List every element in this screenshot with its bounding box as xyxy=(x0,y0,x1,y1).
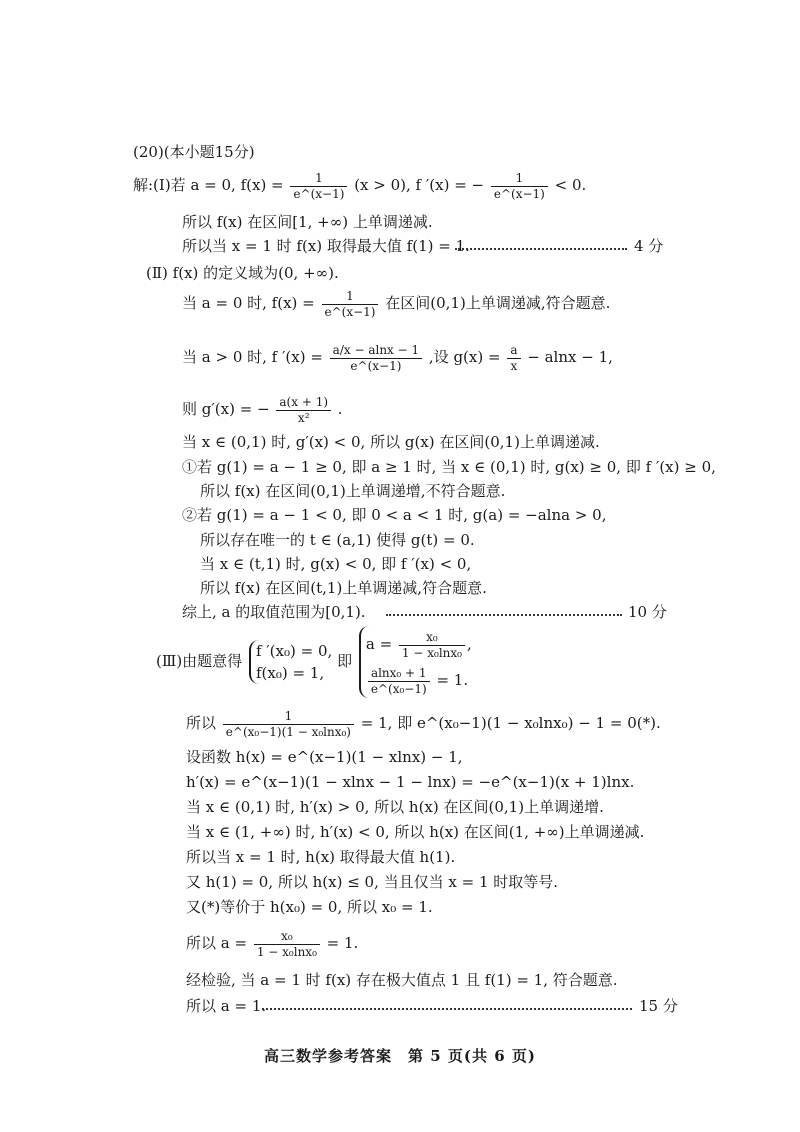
part2-line4-text-b: . xyxy=(337,400,343,418)
fraction-denominator: e^(x−1) xyxy=(324,304,376,319)
part2-fraction-gprime xyxy=(276,395,331,426)
part3-line12: 所以 a = 1. xyxy=(186,997,267,1015)
part3-line2 xyxy=(186,706,661,740)
fraction-numerator: x₀ xyxy=(254,929,320,945)
score-part1: 4 分 xyxy=(634,237,664,255)
part3-line9: 又(*)等价于 h(x₀) = 0, 所以 x₀ = 1. xyxy=(186,898,433,916)
score-leader-dots xyxy=(386,614,622,616)
part3-line1-text-b: 即 xyxy=(337,652,353,670)
part2-line9: 所以存在唯一的 t ∈ (a,1) 使得 g(t) = 0. xyxy=(200,531,475,549)
system2-fraction-b xyxy=(368,666,430,697)
part2-fraction-g xyxy=(507,343,520,374)
fraction-denominator: e^(x−1) xyxy=(350,358,402,373)
part1-line1-text-c: < 0. xyxy=(554,176,587,194)
part2-line1: (Ⅱ) f(x) 的定义域为(0, +∞). xyxy=(146,264,339,282)
system2-row1-text-a: a = xyxy=(365,635,393,653)
part2-fraction-f xyxy=(322,289,379,320)
fraction-numerator: x₀ xyxy=(399,630,465,646)
part3-line1-text-a: (Ⅲ)由题意得 xyxy=(156,652,243,670)
fraction-numerator: 1 xyxy=(322,289,379,305)
part2-line2-text-b: 在区间(0,1)上单调递减,符合题意. xyxy=(385,294,611,312)
part3-line10 xyxy=(186,925,358,961)
part3-line6: 当 x ∈ (1, +∞) 时, h′(x) < 0, 所以 h(x) 在区间(1, +∞)上单调递减. xyxy=(186,823,645,841)
part1-line3: 所以当 x = 1 时 f(x) 取得最大值 f(1) = 1. xyxy=(182,237,470,255)
part2-line2-text-a: 当 a = 0 时, f(x) = xyxy=(182,294,315,312)
system2-row1 xyxy=(366,626,472,662)
system2-fraction-a xyxy=(399,630,465,661)
fraction-denominator: e^(x₀−1) xyxy=(370,681,427,696)
part2-line4-text-a: 则 g′(x) = − xyxy=(182,400,270,418)
fraction-denominator: e^(x₀−1)(1 − x₀lnx₀) xyxy=(225,724,351,739)
system2-row1-text-b: , xyxy=(466,635,472,653)
part1-fraction-f xyxy=(290,171,347,202)
part3-line1 xyxy=(156,622,472,700)
part2-line3-text-c: − alnx − 1, xyxy=(527,348,613,366)
part2-line11: 所以 f(x) 在区间(t,1)上单调递减,符合题意. xyxy=(200,579,487,597)
part3-line8: 又 h(1) = 0, 所以 h(x) ≤ 0, 当且仅当 x = 1 时取等号. xyxy=(186,873,559,891)
part3-line2-text-a: 所以 xyxy=(186,714,217,732)
part2-line3-text-b: ,设 g(x) = xyxy=(428,348,501,366)
system1-row1: f ′(x₀) = 0, xyxy=(255,642,333,660)
fraction-denominator: e^(x−1) xyxy=(493,186,545,201)
part2-line3 xyxy=(182,337,613,377)
system2-row2-text-b: = 1. xyxy=(436,671,469,689)
part3-line4: h′(x) = e^(x−1)(1 − xlnx − 1 − lnx) = −e^(x−1)(x + 1)lnx. xyxy=(186,773,635,791)
part1-line1-text-b: (x > 0), f ′(x) = − xyxy=(354,176,485,194)
fraction-numerator: 1 xyxy=(223,709,354,725)
part2-line4 xyxy=(182,392,343,426)
fraction-numerator: 1 xyxy=(491,171,548,187)
system-of-equations-2 xyxy=(359,626,472,698)
part2-line5: 当 x ∈ (0,1) 时, g′(x) < 0, 所以 g(x) 在区间(0,1)上单调递减. xyxy=(182,433,600,451)
part3-line7: 所以当 x = 1 时, h(x) 取得最大值 h(1). xyxy=(186,848,456,866)
part1-line1-text-a: 解:(Ⅰ)若 a = 0, f(x) = xyxy=(133,176,284,194)
part1-line1 xyxy=(133,168,586,202)
part2-fraction-fprime xyxy=(330,343,422,374)
part2-line3-text-a: 当 a > 0 时, f ′(x) = xyxy=(182,348,323,366)
part3-line10-text-b: = 1. xyxy=(326,934,359,952)
score-leader-dots xyxy=(262,1008,632,1010)
fraction-numerator: alnx₀ + 1 xyxy=(368,666,430,682)
fraction-denominator: x xyxy=(510,358,518,373)
page-footer: 高三数学参考答案 第 5 页(共 6 页) xyxy=(264,1047,536,1065)
part2-line2 xyxy=(182,286,610,320)
part3-line3: 设函数 h(x) = e^(x−1)(1 − xlnx) − 1, xyxy=(186,748,463,766)
system1-row2: f(x₀) = 1, xyxy=(255,664,325,682)
score-part2: 10 分 xyxy=(628,603,667,621)
fraction-numerator: a(x + 1) xyxy=(276,395,331,411)
part2-line10: 当 x ∈ (t,1) 时, g(x) < 0, 即 f ′(x) < 0, xyxy=(200,555,472,573)
fraction-denominator: 1 − x₀lnx₀ xyxy=(401,645,462,660)
system2-row2 xyxy=(366,662,472,698)
part3-line2-text-b: = 1, 即 e^(x₀−1)(1 − x₀lnx₀) − 1 = 0(*). xyxy=(360,714,661,732)
problem-header: (20)(本小题15分) xyxy=(133,143,255,161)
part3-line5: 当 x ∈ (0,1) 时, h′(x) > 0, 所以 h(x) 在区间(0,1)上单调递增. xyxy=(186,798,604,816)
score-part3: 15 分 xyxy=(639,997,678,1015)
part3-line10-text-a: 所以 a = xyxy=(186,934,248,952)
part1-fraction-fprime xyxy=(491,171,548,202)
part3-line11: 经检验, 当 a = 1 时 f(x) 存在极大值点 1 且 f(1) = 1, 符合题意. xyxy=(186,971,618,989)
fraction-denominator: 1 − x₀lnx₀ xyxy=(256,944,317,959)
score-leader-dots xyxy=(455,248,627,250)
part2-line7: 所以 f(x) 在区间(0,1)上单调递增,不符合题意. xyxy=(200,482,506,500)
fraction-denominator: x² xyxy=(297,410,310,425)
part2-line8: ②若 g(1) = a − 1 < 0, 即 0 < a < 1 时, g(a) = −alna > 0, xyxy=(182,506,607,524)
fraction-numerator: a xyxy=(507,343,520,359)
part3-fraction-eq xyxy=(223,709,354,740)
part1-line2: 所以 f(x) 在区间[1, +∞) 上单调递减. xyxy=(182,213,433,231)
fraction-denominator: e^(x−1) xyxy=(293,186,345,201)
part3-fraction-a xyxy=(254,929,320,960)
system-of-equations-1 xyxy=(249,640,332,684)
fraction-numerator: a/x − alnx − 1 xyxy=(330,343,422,359)
part2-line12: 综上, a 的取值范围为[0,1). xyxy=(182,603,366,621)
fraction-numerator: 1 xyxy=(290,171,347,187)
part2-line6: ①若 g(1) = a − 1 ≥ 0, 即 a ≥ 1 时, 当 x ∈ (0,1) 时, g(x) ≥ 0, 即 f ′(x) ≥ 0, xyxy=(182,458,716,476)
